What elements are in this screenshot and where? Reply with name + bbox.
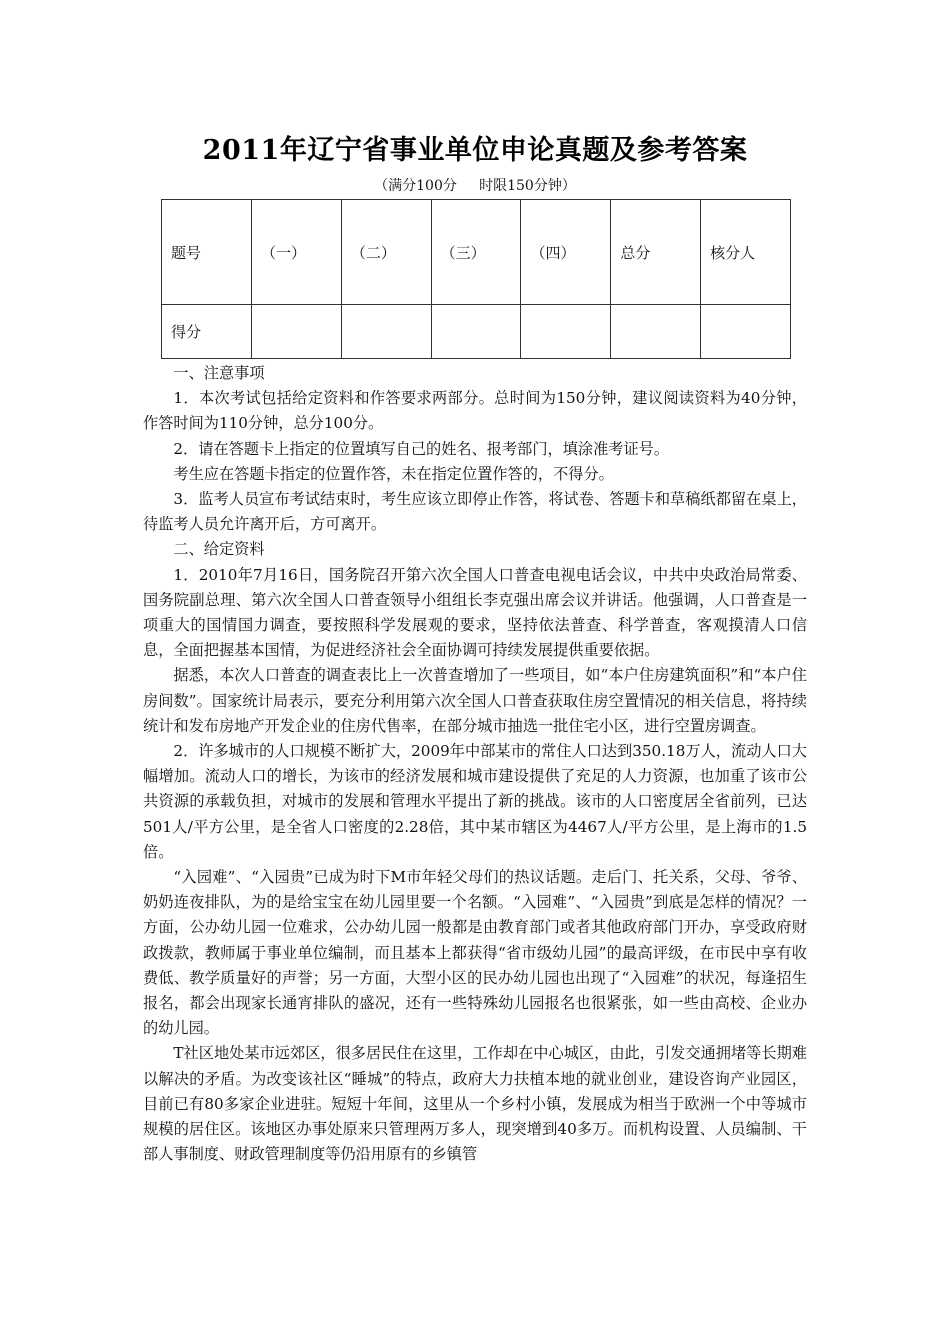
- score-table-score-row: [162, 305, 791, 359]
- material-paragraph-1: 1．2010年7月16日，国务院召开第六次全国人口普查电视电话会议，中共中央政治局常委、国务院副总理、第六次全国人口普查领导小组组长李克强出席会议并讲话。他强调，人口普查是一项重大的国情国力调查，要按照科学发展观的要求，坚持依法普查、科学普查，客观摸清人口信息，全面把握基本国情，为促进经济社会全面协调可持续发展提供重要依据。: [143, 565, 807, 660]
- notes-item-1: 1．本次考试包括给定资料和作答要求两部分。总时间为150分钟，建议阅读资料为40分钟，作答时间为110分钟，总分100分。: [143, 389, 807, 433]
- score-table-cell-total: 总分: [611, 200, 701, 305]
- score-table-cell-part-4: （四）: [521, 200, 611, 305]
- notes-item-2: 2．请在答题卡上指定的位置填写自己的姓名、报考部门，填涂准考证号。: [173, 439, 670, 458]
- score-table-cell-part-3: （三）: [431, 200, 521, 305]
- document-title: 2011年辽宁省事业单位申论真题及参考答案: [202, 135, 748, 166]
- material-paragraph-3: 2．许多城市的人口规模不断扩大，2009年中部某市的常住人口达到350.18万人，流动人口大幅增加。流动人口的增长，为该市的经济发展和城市建设提供了充足的人力资源，也加重了该市公共资源的承载负担，对城市的发展和管理水平提出了新的挑战。该市的人口密度居全省前列，已达501人/平方公里，是全省人口密度的2.28倍，其中某市辖区为4467人/平方公里，是上海市的1.5倍。: [143, 742, 807, 861]
- score-table-cell-score-checker: [701, 305, 791, 359]
- score-table-cell-score-label: 得分: [162, 305, 252, 359]
- section-heading-notes: 一、注意事项: [173, 364, 265, 382]
- notes-item-2-continued: 考生应在答题卡指定的位置作答，未在指定位置作答的，不得分。: [173, 464, 614, 483]
- section-heading-materials: 二、给定资料: [173, 540, 265, 559]
- score-table-cell-score-3: [431, 305, 521, 359]
- document-body: [143, 361, 807, 1168]
- score-table-cell-part-2: （二）: [341, 200, 431, 305]
- score-table-cell-question-label: 题号: [162, 200, 252, 305]
- material-paragraph-5: T社区地处某市远郊区，很多居民住在这里，工作却在中心城区，由此，引发交通拥堵等长期难以解决的矛盾。为改变该社区“睡城”的特点，政府大力扶植本地的就业创业，建设咨询产业园区，目前已有80多家企业进驻。短短十年间，这里从一个乡村小镇，发展成为相当于欧洲一个中等城市规模的居住区。该地区办事处原来只管理两万多人，现突增到40多万。而机构设置、人员编制、干部人事制度、财政管理制度等仍沿用原有的乡镇管: [143, 1044, 807, 1164]
- score-table-cell-score-total: [611, 305, 701, 359]
- score-table-cell-checker: 核分人: [701, 200, 791, 305]
- notes-item-3: 3．监考人员宣布考试结束时，考生应该立即停止作答，将试卷、答题卡和草稿纸都留在桌上，待监考人员允许离开后，方可离开。: [143, 490, 807, 534]
- score-table-cell-score-4: [521, 305, 611, 359]
- material-paragraph-4: “入园难”、“入园贵”已成为时下M市年轻父母们的热议话题。走后门、托关系，父母、爷爷、奶奶连夜排队，为的是给宝宝在幼儿园里要一个名额。“入园难”、“入园贵”到底是怎样的情况？一方面，公办幼儿园一位难求，公办幼儿园一般都是由教育部门或者其他政府部门开办，享受政府财政拨款，教师属于事业单位编制，而且基本上都获得“省市级幼儿园”的最高评级，在市民中享有收费低、教学质量好的声誉；另一方面，大型小区的民办幼儿园也出现了“入园难”的状况，每逢招生报名，都会出现家长通宵排队的盛况，还有一些特殊幼儿园报名也很紧张，如一些由高校、企业办的幼儿园。: [143, 868, 807, 1038]
- exam-info-subtitle: （满分100分 时限150分钟）: [374, 178, 576, 194]
- score-table-header-row: [162, 200, 791, 305]
- score-table-cell-part-1: （一）: [252, 200, 342, 305]
- score-table: [161, 199, 791, 359]
- score-table-cell-score-2: [341, 305, 431, 359]
- score-table-cell-score-1: [252, 305, 342, 359]
- material-paragraph-2: 据悉，本次人口普查的调查表比上一次普查增加了一些项目，如“本户住房建筑面积”和“本户住房间数”。国家统计局表示，要充分利用第六次全国人口普查获取住房空置情况的相关信息，将持续统计和发布房地产开发企业的住房代售率，在部分城市抽选一批住宅小区，进行空置房调查。: [143, 666, 807, 735]
